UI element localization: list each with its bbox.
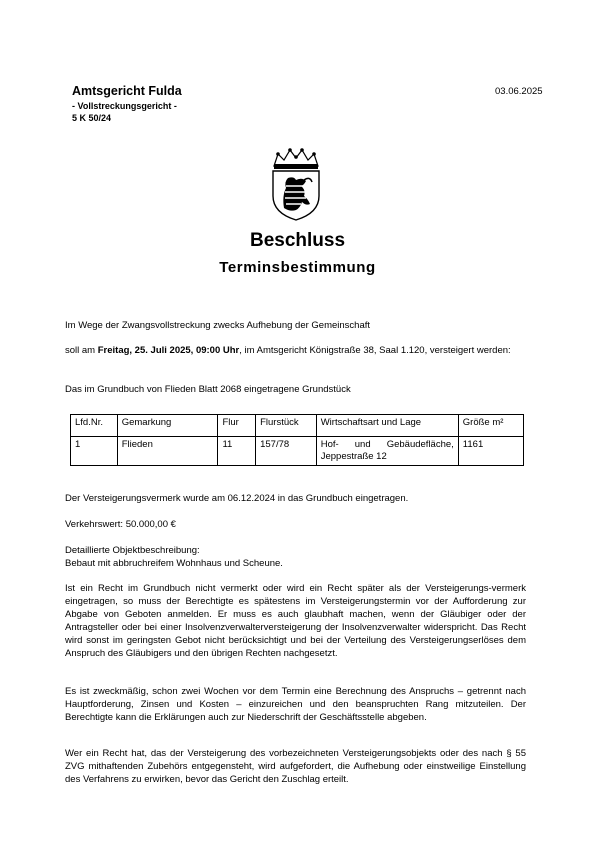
column-header: Wirtschaftsart und Lage — [316, 415, 458, 437]
wer-paragraph: Wer ein Recht hat, das der Versteigerung des vorbezeichneten Versteigerungsobjekts oder des nach § 55 ZVG mithaftenden Zubehörs entgegensteht, wird aufgefordert, die Aufhebung oder einstweilige Einstellung des Verfahrens zu erwirken, bevor das Gericht den Zuschlag erteilt. — [65, 748, 526, 785]
hessen-coat-of-arms-icon — [268, 146, 324, 222]
court-name: Amtsgericht Fulda — [72, 84, 182, 98]
table-cell: 1 — [71, 437, 118, 466]
table-cell: 11 — [218, 437, 256, 466]
property-table — [70, 414, 524, 466]
column-header: Gemarkung — [117, 415, 218, 437]
verkehrswert: Verkehrswert: 50.000,00 € — [65, 519, 176, 530]
objekt-description: Bebaut mit abbruchreifem Wohnhaus und Scheune. — [65, 558, 283, 569]
column-header: Flur — [218, 415, 256, 437]
intro-paragraph: Im Wege der Zwangsvollstreckung zwecks Aufhebung der Gemeinschaft — [65, 320, 371, 331]
file-number: 5 K 50/24 — [72, 113, 112, 123]
termin-suffix: , im Amtsgericht Königstraße 38, Saal 1.120, versteigert werden: — [239, 345, 511, 356]
document-title: Beschluss — [249, 230, 346, 251]
document-subtitle: Terminsbestimmung — [219, 259, 376, 276]
table-cell: Hof- und Gebäudefläche, Jeppestraße 12 — [316, 437, 458, 466]
table-cell: Flieden — [117, 437, 218, 466]
table-cell: 157/78 — [256, 437, 317, 466]
column-header: Lfd.Nr. — [71, 415, 118, 437]
column-header: Größe m² — [458, 415, 523, 437]
table-header-row — [71, 415, 524, 437]
vermerk-paragraph: Der Versteigerungsvermerk wurde am 06.12.2024 in das Grundbuch eingetragen. — [65, 493, 409, 504]
grundbuch-line: Das im Grundbuch von Flieden Blatt 2068 eingetragene Grundstück — [65, 384, 351, 395]
termin-date-time: Freitag, 25. Juli 2025, 09:00 Uhr — [97, 345, 240, 356]
document-date: 03.06.2025 — [495, 86, 543, 97]
recht-paragraph: Ist ein Recht im Grundbuch nicht vermerkt oder wird ein Recht später als der Versteigerungs-vermerk eingetragen, so muss der Berechtigte es spätestens im Versteigerungstermin vor der Aufforderung zur Abgabe von Geboten anmelden. Er muss es auch glaubhaft machen, wenn der Gläubiger oder der Antragsteller oder bei einer Insolvenzverwalterversteigerung der Insolvenzverwalter widerspricht. Das Recht wird sonst im geringsten Gebot nicht berücksichtigt und bei der Verteilung des Versteigerungserlöses dem Anspruch des Gläubigers und den übrigen Rechten nachgesetzt. — [65, 583, 526, 659]
termin-prefix: soll am — [65, 345, 98, 356]
table-row — [71, 437, 524, 466]
court-department: - Vollstreckungsgericht - — [72, 101, 177, 111]
objekt-label: Detaillierte Objektbeschreibung: — [65, 545, 200, 556]
table-cell: 1161 — [458, 437, 523, 466]
termin-paragraph — [65, 344, 526, 357]
column-header: Flurstück — [256, 415, 317, 437]
zweck-paragraph: Es ist zweckmäßig, schon zwei Wochen vor dem Termin eine Berechnung des Anspruchs – getrennt nach Hauptforderung, Zinsen und Kosten – einzureichen und den beanspruchten Rang mitzuteilen. Der Berechtigte kann die Erklärungen auch zur Niederschrift der Geschäftsstelle abgeben. — [65, 686, 526, 723]
